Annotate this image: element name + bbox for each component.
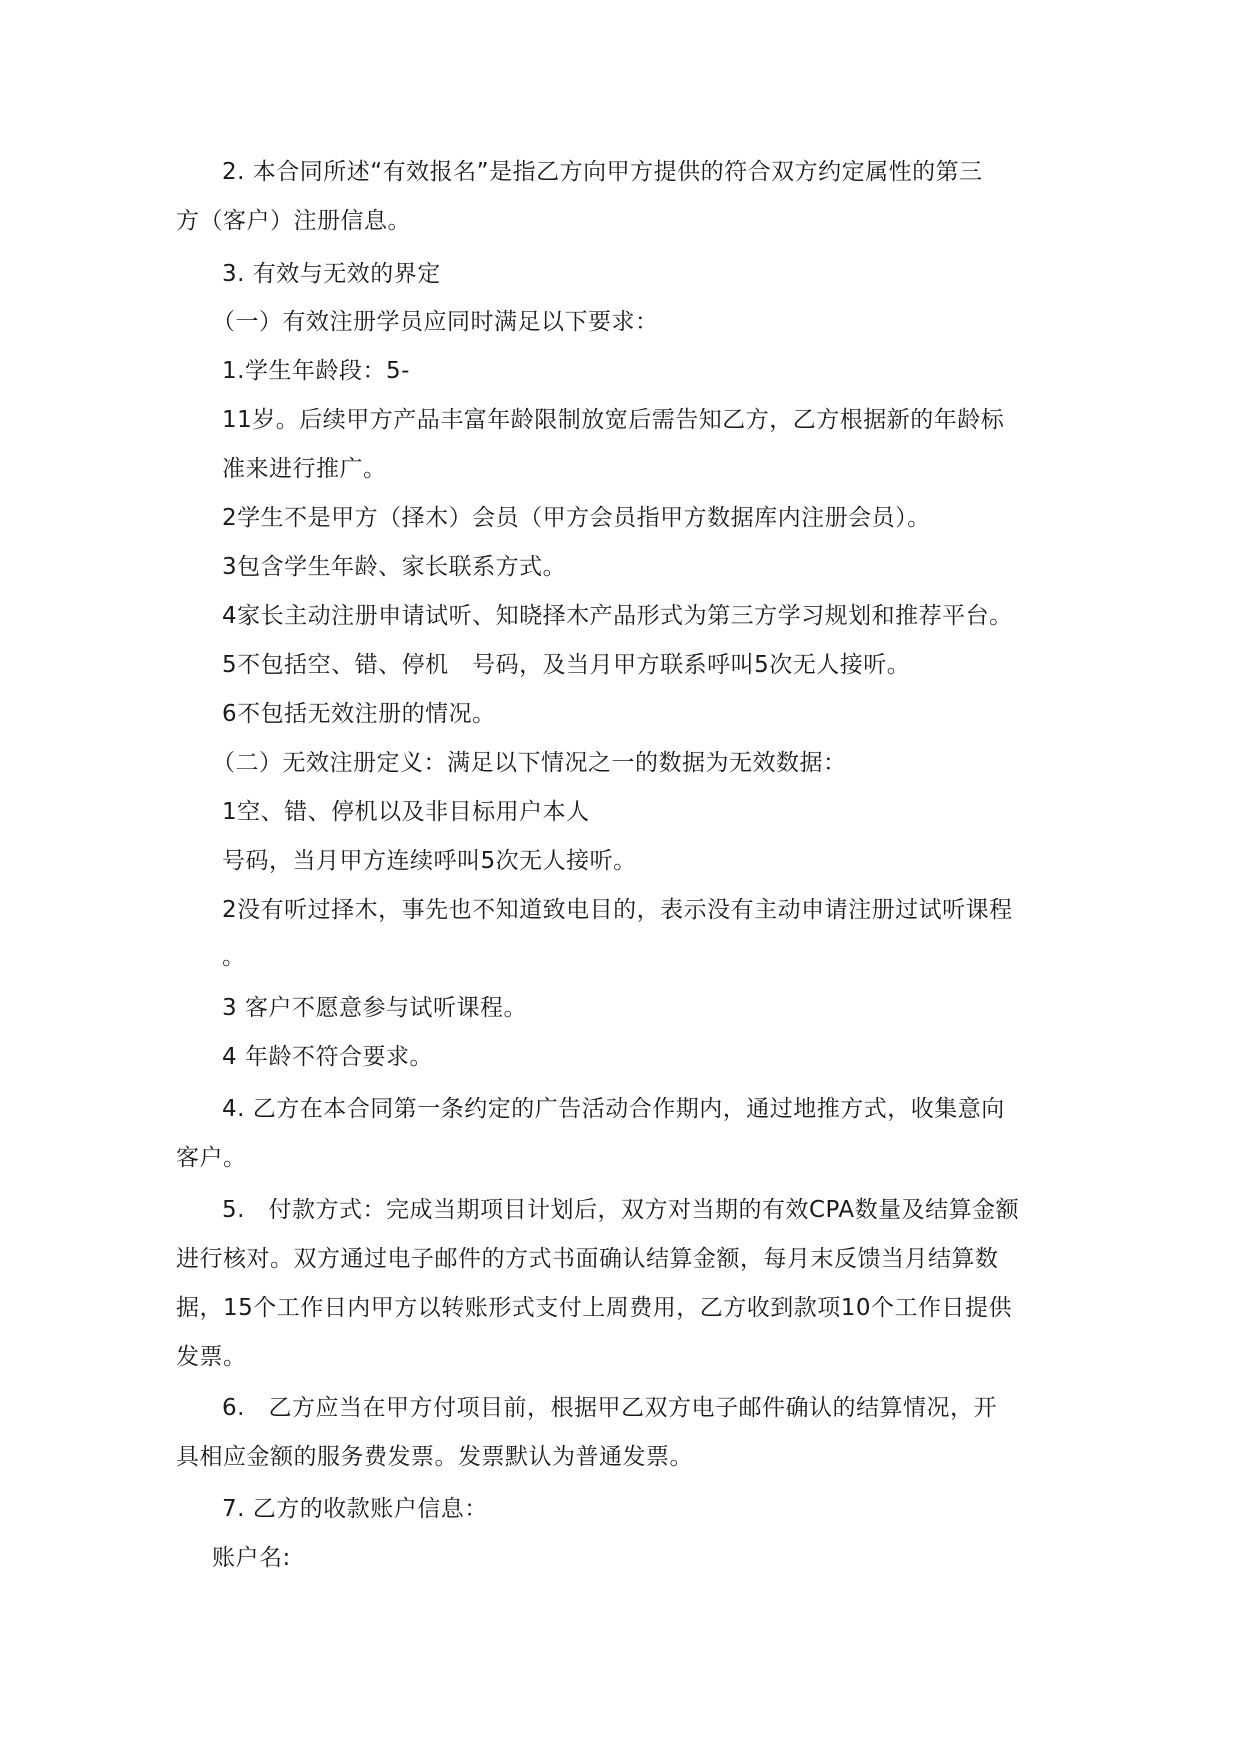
clause-5-line-1: 5. 付款方式：完成当期项目计划后，双方对当期的有效CPA数量及结算金额 — [222, 1197, 1020, 1223]
valid-item-1-line-1: 1.学生年龄段：5- — [222, 358, 410, 384]
valid-item-2: 2学生不是甲方（择木）会员（甲方会员指甲方数据库内注册会员）。 — [222, 505, 931, 531]
account-name-label: 账户名: — [212, 1545, 291, 1571]
invalid-item-3: 3 客户不愿意参与试听课程。 — [222, 995, 527, 1021]
invalid-item-4: 4 年龄不符合要求。 — [222, 1044, 433, 1070]
clause-3-heading: 3. 有效与无效的界定 — [222, 261, 441, 287]
valid-item-3: 3包含学生年龄、家长联系方式。 — [222, 554, 567, 580]
clause-5-line-3: 据，15个工作日内甲方以转账形式支付上周费用，乙方收到款项10个工作日提供 — [176, 1295, 1013, 1321]
clause-2-line-2: 方（客户）注册信息。 — [176, 208, 411, 234]
invalid-item-2-line-2: 。 — [222, 944, 246, 970]
valid-item-6: 6不包括无效注册的情况。 — [222, 701, 496, 727]
invalid-item-1-line-2: 号码，当月甲方连续呼叫5次无人接听。 — [222, 848, 637, 874]
clause-2-line-1: 2. 本合同所述“有效报名”是指乙方向甲方提供的符合双方约定属性的第三 — [222, 159, 983, 185]
invalid-item-1-line-1: 1空、错、停机以及非目标用户本人 — [222, 799, 590, 825]
invalid-section-heading: （二）无效注册定义：满足以下情况之一的数据为无效数据： — [212, 750, 847, 776]
valid-item-1-line-2: 11岁。后续甲方产品丰富年龄限制放宽后需告知乙方，乙方根据新的年龄标 — [222, 407, 1005, 433]
clause-4-line-1: 4. 乙方在本合同第一条约定的广告活动合作期内，通过地推方式，收集意向 — [222, 1096, 1005, 1122]
clause-5-line-2: 进行核对。双方通过电子邮件的方式书面确认结算金额，每月末反馈当月结算数 — [176, 1246, 999, 1272]
clause-4-line-2: 客户。 — [176, 1145, 247, 1171]
invalid-item-2-line-1: 2没有听过择木，事先也不知道致电目的，表示没有主动申请注册过试听课程 — [222, 897, 1013, 923]
clause-7-heading: 7. 乙方的收款账户信息： — [222, 1496, 488, 1522]
valid-item-5: 5不包括空、错、停机 号码，及当月甲方联系呼叫5次无人接听。 — [222, 652, 911, 678]
valid-item-1-line-3: 准来进行推广。 — [222, 456, 387, 482]
valid-section-heading: （一）有效注册学员应同时满足以下要求： — [212, 309, 659, 335]
valid-item-4: 4家长主动注册申请试听、知晓择木产品形式为第三方学习规划和推荐平台。 — [222, 603, 1013, 629]
clause-5-line-4: 发票。 — [176, 1344, 247, 1370]
clause-6-line-1: 6. 乙方应当在甲方付项目前，根据甲乙双方电子邮件确认的结算情况，开 — [222, 1395, 997, 1421]
clause-6-line-2: 具相应金额的服务费发票。发票默认为普通发票。 — [176, 1444, 693, 1470]
